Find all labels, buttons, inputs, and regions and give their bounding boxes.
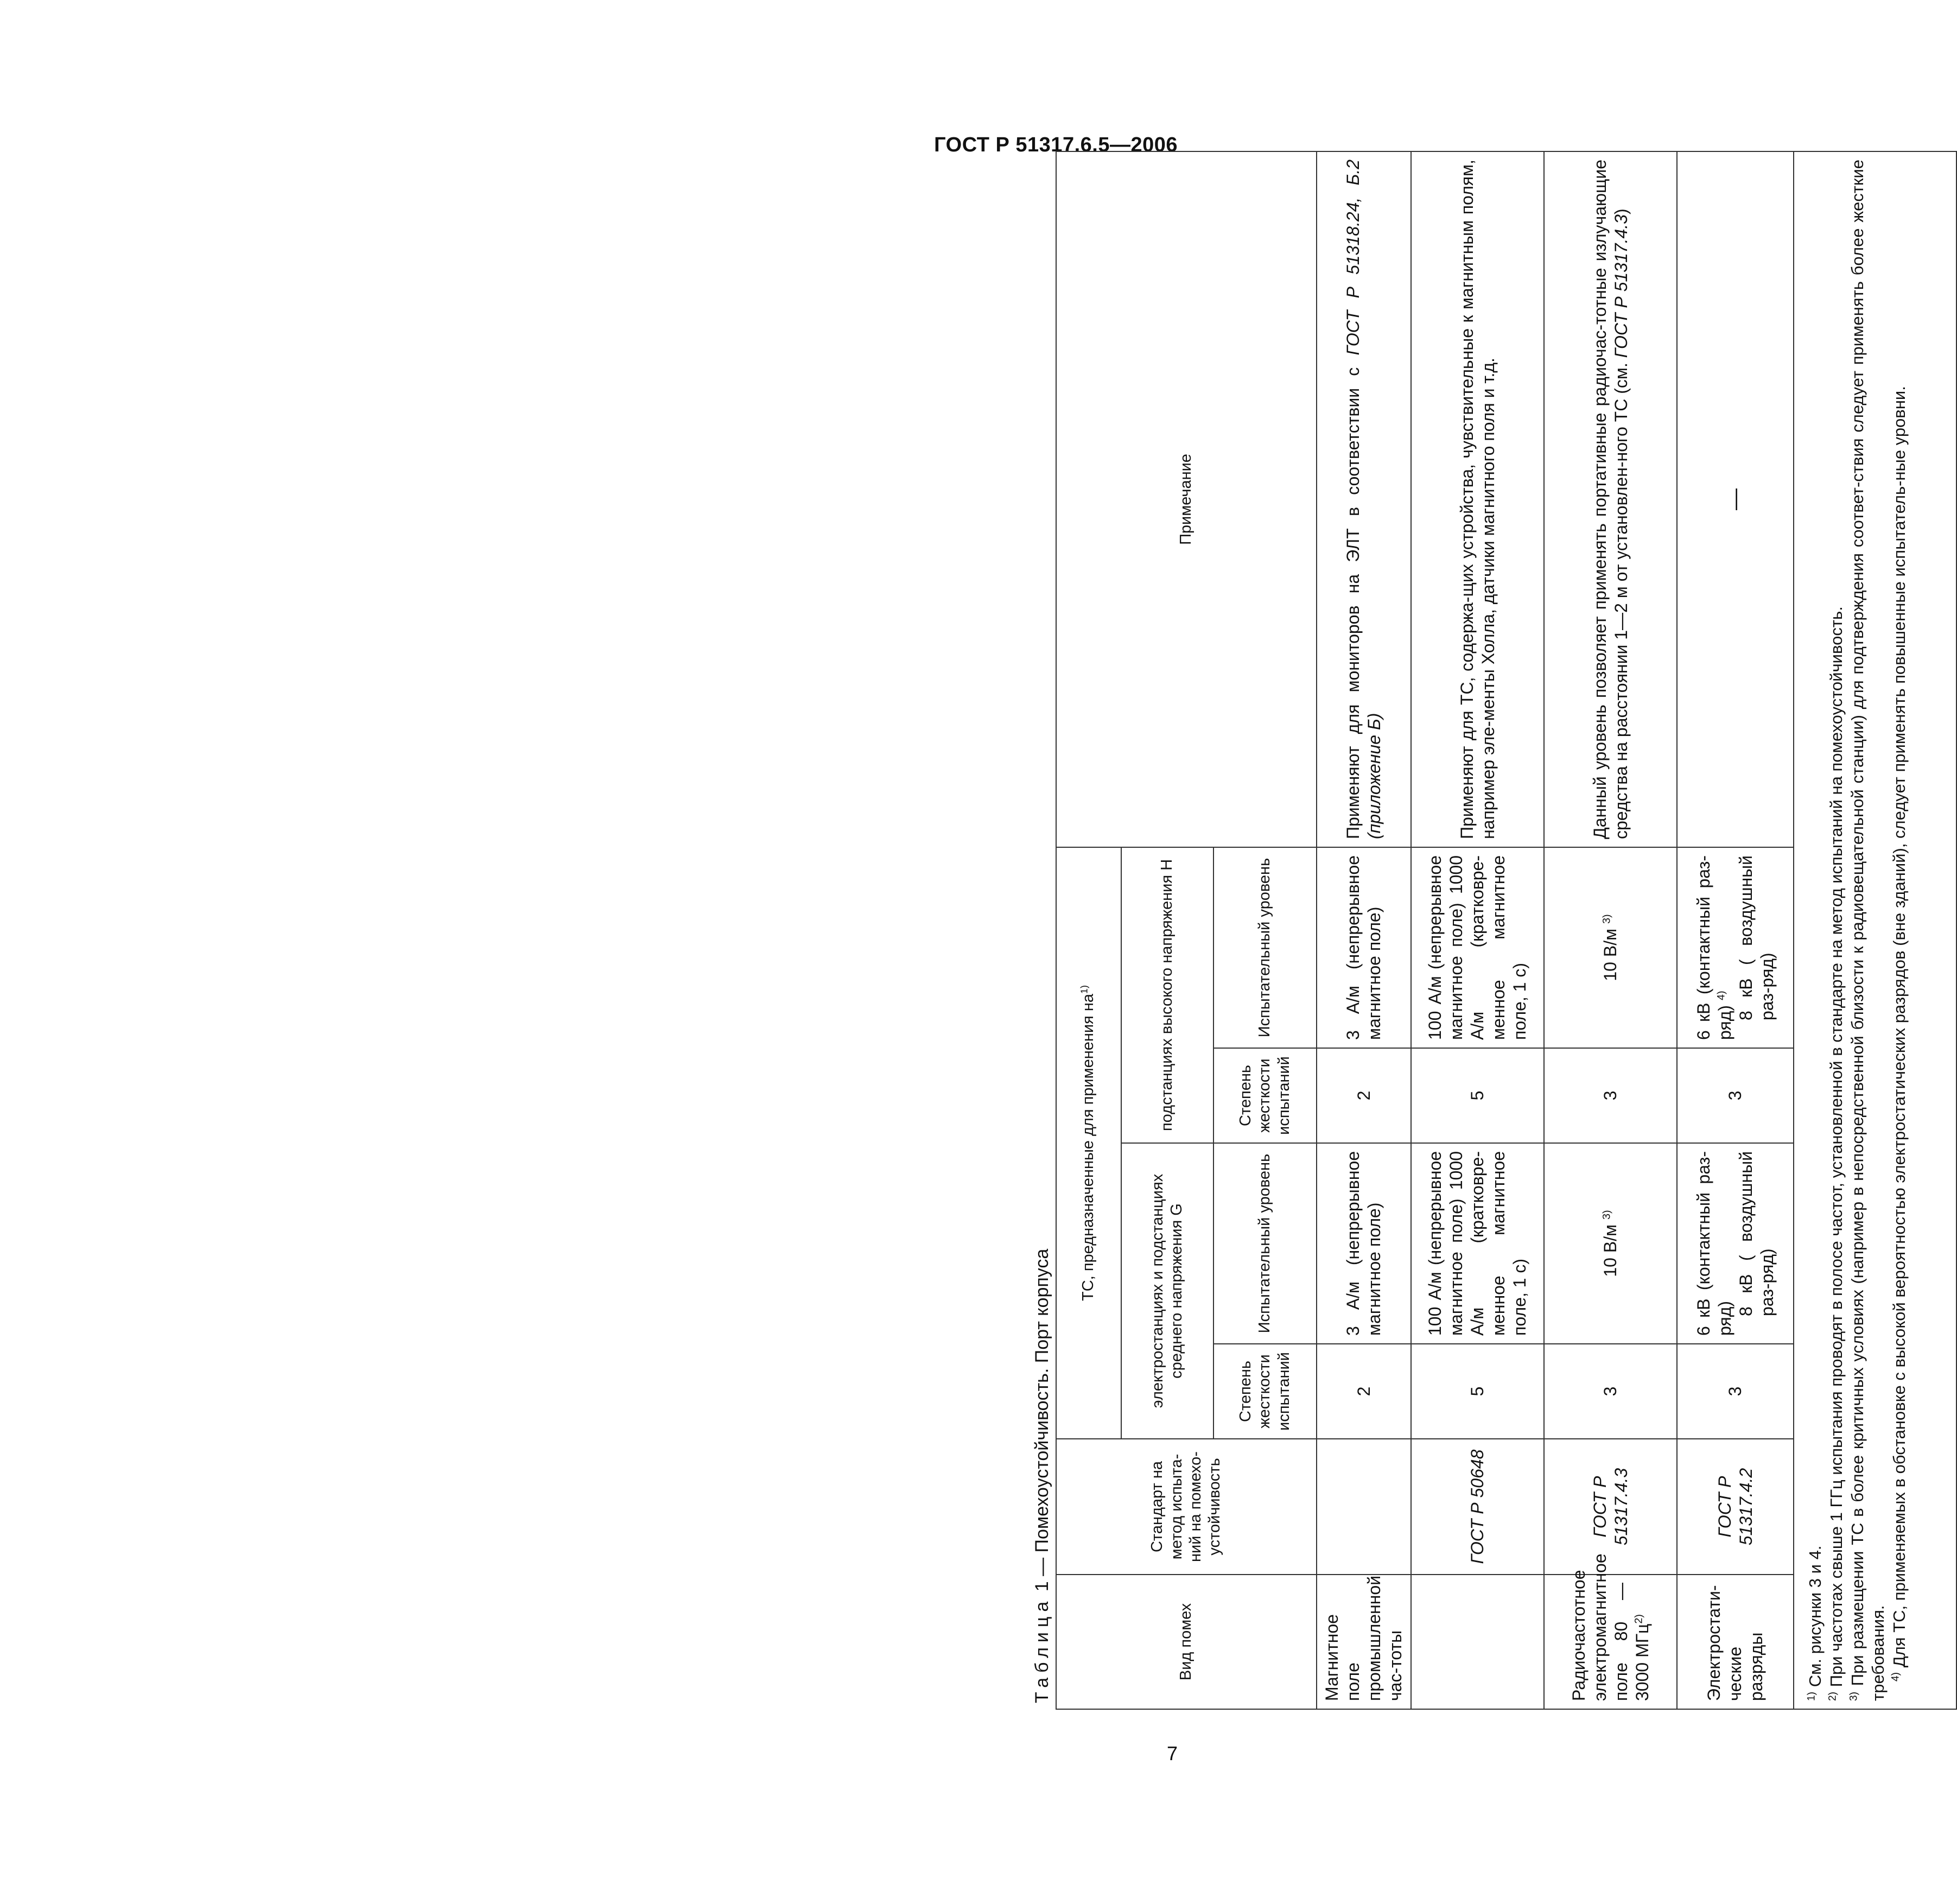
table-row	[1544, 151, 1677, 1709]
rotated-table-block	[1028, 152, 1951, 1710]
cell-note: Применяют для ТС, содержа-щих устройства, чувствительные к магнитным полям, например эле-менты Холла, датчики магнитного поля и т.д.	[1411, 151, 1544, 847]
cell-type	[1411, 1575, 1544, 1709]
cell-h-level: 10 В/м $^{3)}$	[1544, 847, 1677, 1048]
cell-standard: ГОСТ Р 51317.4.3	[1544, 1439, 1677, 1575]
footnote: $^{4)}$ Для ТС, применяемых в обстановке с высокой вероятностью электростатических разрядов (вне зданий), следует применять повышенные испытатель-ные уровни.	[1890, 386, 1909, 1681]
header-note: Примечание	[1056, 151, 1317, 847]
cell-g-level: 3 А/м (непрерывное магнитное поле)	[1317, 1143, 1411, 1344]
footnote: $^{3)}$ При размещении ТС в более критичных условиях (например в непосредственной близости к радиовещательной станции) для подтверждения соответ-ствия следует применять более жесткие требования.	[1847, 159, 1888, 1701]
footnote: $^{1)}$ См. рисунки 3 и 4.	[1806, 1545, 1825, 1701]
table-row	[1411, 151, 1544, 1709]
cell-note: Данный уровень позволяет применять портативные радиочас-тотные излучающие средства на расстоянии 1—2 м от установлен-ного ТС (см. ГОСТ Р 51317.4.3)	[1544, 151, 1677, 847]
header-tc-group: ТС, предназначенные для применения $на^{1)}$	[1056, 847, 1121, 1439]
header-h-severity: Степень жесткости испытаний	[1213, 1048, 1317, 1143]
footnotes-row	[1794, 151, 1956, 1709]
header-test-standard: Стандарт на метод испыта-ний на помехо-устойчивость	[1056, 1439, 1317, 1575]
cell-standard: ГОСТ Р 50648	[1411, 1439, 1544, 1575]
cell-g-level: 6 кВ (контактный раз-ряд) 8 кВ ( воздушный раз-ряд)	[1677, 1143, 1794, 1344]
cell-g-severity: 3	[1677, 1344, 1794, 1439]
cell-standard	[1317, 1439, 1411, 1575]
header-group-h: подстанциях высокого напряжения H	[1121, 847, 1213, 1143]
header-g-severity: Степень жесткости испытаний	[1213, 1344, 1317, 1439]
cell-type: Электростати-ческие разряды	[1677, 1575, 1794, 1709]
immunity-table	[1056, 151, 1957, 1710]
document-header: ГОСТ Р 51317.6.5—2006	[934, 134, 1178, 156]
cell-note: Применяют для мониторов на ЭЛТ в соответствии с ГОСТ Р 51318.24, Б.2 (приложение Б)	[1317, 151, 1411, 847]
header-h-level: Испытательный уровень	[1213, 847, 1317, 1048]
table-row	[1677, 151, 1794, 1709]
cell-h-level: 3 А/м (непрерывное магнитное поле)	[1317, 847, 1411, 1048]
cell-g-level: 10 В/м $^{3)}$	[1544, 1143, 1677, 1344]
cell-g-level: 100 А/м (непрерывное магнитное поле) 1000 А/м (кратковре-менное магнитное поле, 1 с)	[1411, 1143, 1544, 1344]
page-number: 7	[1166, 1742, 1178, 1765]
footnote: $^{2)}$ При частотах свыше 1 ГГц испытания проводят в полосе частот, установленной в стандарте на метод испытаний на помехоустойчивость.	[1826, 606, 1846, 1701]
header-g-level: Испытательный уровень	[1213, 1143, 1317, 1344]
cell-g-severity: 3	[1544, 1344, 1677, 1439]
cell-note: —	[1677, 151, 1794, 847]
caption-prefix: Таблица	[1032, 1596, 1052, 1703]
header-group-g: электростанциях и подстанциях среднего напряжения G	[1121, 1143, 1213, 1439]
footnotes	[1794, 151, 1956, 1709]
header-disturbance-type: Вид помех	[1056, 1575, 1317, 1709]
cell-h-severity: 3	[1677, 1048, 1794, 1143]
cell-h-severity: 5	[1411, 1048, 1544, 1143]
cell-h-level: 100 А/м (непрерывное магнитное поле) 1000 А/м (кратковре-менное магнитное поле, 1 с)	[1411, 847, 1544, 1048]
table-row	[1317, 151, 1411, 1709]
cell-g-severity: 5	[1411, 1344, 1544, 1439]
cell-h-severity: 3	[1544, 1048, 1677, 1143]
cell-g-severity: 2	[1317, 1344, 1411, 1439]
table-caption	[1032, 1249, 1053, 1703]
caption-title: 1 — Помехоустойчивость. Порт корпуса	[1032, 1248, 1052, 1597]
cell-standard: ГОСТ Р 51317.4.2	[1677, 1439, 1794, 1575]
cell-type: Магнитное поле промышленной час-тоты	[1317, 1575, 1411, 1709]
cell-h-severity: 2	[1317, 1048, 1411, 1143]
cell-h-level: 6 кВ (контактный раз-ряд) $^{4)}$ 8 кВ ( воздушный раз-ряд)	[1677, 847, 1794, 1048]
cell-type: Радиочастотное электромагнитное поле 80 — 3000 МГц$^{2)}$	[1544, 1575, 1677, 1709]
